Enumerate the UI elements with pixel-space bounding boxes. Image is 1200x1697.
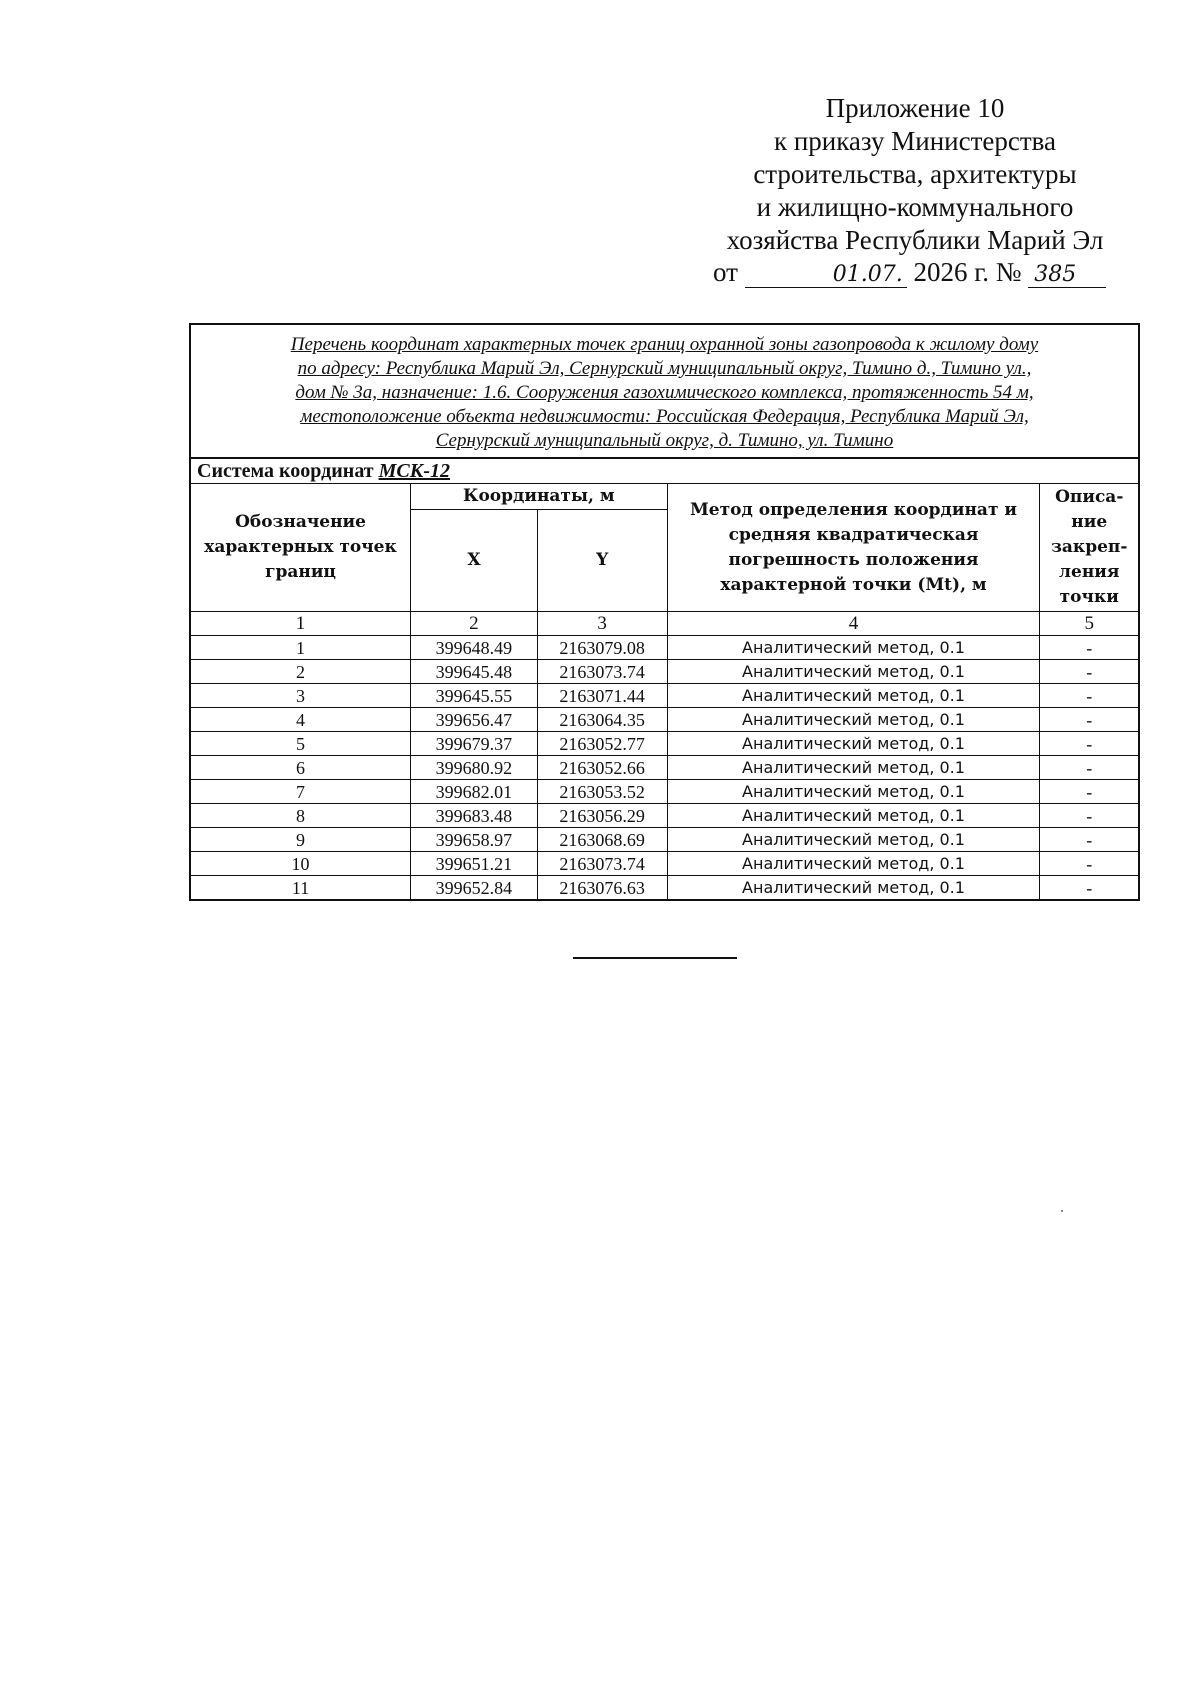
y-value: 2163052.66: [537, 756, 667, 780]
point-number: 7: [190, 780, 411, 804]
point-number: 8: [190, 804, 411, 828]
x-value: 399656.47: [411, 708, 538, 732]
y-value: 2163079.08: [537, 636, 667, 660]
table-row: [190, 780, 1139, 804]
description-value: -: [1040, 732, 1139, 756]
header-method: Метод определения координат и средняя квадратическая погрешность положения характерной точки (Mt), м: [667, 484, 1040, 612]
description-value: -: [1040, 660, 1139, 684]
handwritten-order-number: 385: [1028, 262, 1106, 288]
end-divider: [573, 957, 737, 959]
column-number: 5: [1040, 612, 1139, 636]
description-value: -: [1040, 828, 1139, 852]
x-value: 399682.01: [411, 780, 538, 804]
column-number-row: [190, 612, 1139, 636]
description-value: -: [1040, 708, 1139, 732]
table-row: [190, 876, 1139, 901]
method-value: Аналитический метод, 0.1: [667, 756, 1040, 780]
description-value: -: [1040, 636, 1139, 660]
column-number: 1: [190, 612, 411, 636]
year-number-label: 2026 г. №: [913, 257, 1022, 287]
table-row: [190, 852, 1139, 876]
header-line: строительства, архитектуры: [753, 159, 1077, 189]
method-value: Аналитический метод, 0.1: [667, 708, 1040, 732]
table-title: [190, 324, 1139, 458]
coordinate-system-label: Система координат: [197, 459, 374, 482]
point-number: 5: [190, 732, 411, 756]
header-line: и жилищно-коммунального: [756, 192, 1074, 222]
y-value: 2163064.35: [537, 708, 667, 732]
table-row: [190, 828, 1139, 852]
y-value: 2163068.69: [537, 828, 667, 852]
header-description: Описа-ние закреп-ления точки: [1040, 484, 1139, 612]
header-line: Приложение 10: [825, 93, 1005, 123]
x-value: 399645.55: [411, 684, 538, 708]
point-number: 3: [190, 684, 411, 708]
x-value: 399679.37: [411, 732, 538, 756]
header-line: к приказу Министерства: [773, 126, 1057, 156]
header-line: хозяйства Республики Марий Эл: [726, 225, 1104, 255]
description-value: -: [1040, 756, 1139, 780]
table-row: [190, 804, 1139, 828]
point-number: 4: [190, 708, 411, 732]
x-value: 399658.97: [411, 828, 538, 852]
coordinate-system-value: МСК-12: [378, 459, 450, 482]
header-point-designation: Обозначение характерных точек границ: [190, 484, 411, 612]
y-value: 2163076.63: [537, 876, 667, 901]
title-line: местоположение объекта недвижимости: Российская Федерация, Республика Марий Эл,: [300, 406, 1029, 427]
header-x: X: [411, 510, 538, 612]
table-row: [190, 732, 1139, 756]
appendix-header: [700, 92, 1130, 257]
point-number: 2: [190, 660, 411, 684]
coordinates-table: [189, 323, 1140, 901]
x-value: 399680.92: [411, 756, 538, 780]
x-value: 399651.21: [411, 852, 538, 876]
date-prefix: от: [713, 257, 738, 287]
coordinate-system-row: [190, 458, 1139, 484]
description-value: -: [1040, 804, 1139, 828]
method-value: Аналитический метод, 0.1: [667, 804, 1040, 828]
title-line: Перечень координат характерных точек границ охранной зоны газопровода к жилому дому: [290, 334, 1039, 355]
x-value: 399645.48: [411, 660, 538, 684]
column-number: 3: [537, 612, 667, 636]
y-value: 2163052.77: [537, 732, 667, 756]
title-line: по адресу: Республика Марий Эл, Сернурский муниципальный округ, Тимино д., Тимино ул.,: [297, 358, 1032, 379]
column-number: 4: [667, 612, 1040, 636]
y-value: 2163053.52: [537, 780, 667, 804]
method-value: Аналитический метод, 0.1: [667, 732, 1040, 756]
x-value: 399648.49: [411, 636, 538, 660]
handwritten-date: 01.07.: [745, 262, 907, 288]
title-line: дом № 3а, назначение: 1.6. Сооружения газохимического комплекса, протяженность 54 м,: [295, 382, 1034, 403]
table-row: [190, 660, 1139, 684]
method-value: Аналитический метод, 0.1: [667, 828, 1040, 852]
point-number: 1: [190, 636, 411, 660]
method-value: Аналитический метод, 0.1: [667, 684, 1040, 708]
description-value: -: [1040, 852, 1139, 876]
title-line: Сернурский муниципальный округ, д. Тимино, ул. Тимино: [435, 430, 894, 451]
order-date-line: [713, 257, 1106, 288]
scan-speck: [1061, 1210, 1063, 1212]
y-value: 2163071.44: [537, 684, 667, 708]
header-coordinates: Координаты, м: [411, 484, 667, 510]
description-value: -: [1040, 876, 1139, 901]
method-value: Аналитический метод, 0.1: [667, 636, 1040, 660]
x-value: 399652.84: [411, 876, 538, 901]
point-number: 9: [190, 828, 411, 852]
x-value: 399683.48: [411, 804, 538, 828]
y-value: 2163073.74: [537, 852, 667, 876]
point-number: 6: [190, 756, 411, 780]
method-value: Аналитический метод, 0.1: [667, 876, 1040, 901]
table-row: [190, 684, 1139, 708]
method-value: Аналитический метод, 0.1: [667, 852, 1040, 876]
table-row: [190, 708, 1139, 732]
table-row: [190, 756, 1139, 780]
description-value: -: [1040, 684, 1139, 708]
description-value: -: [1040, 780, 1139, 804]
header-y: Y: [537, 510, 667, 612]
method-value: Аналитический метод, 0.1: [667, 780, 1040, 804]
table-row: [190, 636, 1139, 660]
method-value: Аналитический метод, 0.1: [667, 660, 1040, 684]
point-number: 10: [190, 852, 411, 876]
point-number: 11: [190, 876, 411, 901]
y-value: 2163073.74: [537, 660, 667, 684]
y-value: 2163056.29: [537, 804, 667, 828]
column-number: 2: [411, 612, 538, 636]
